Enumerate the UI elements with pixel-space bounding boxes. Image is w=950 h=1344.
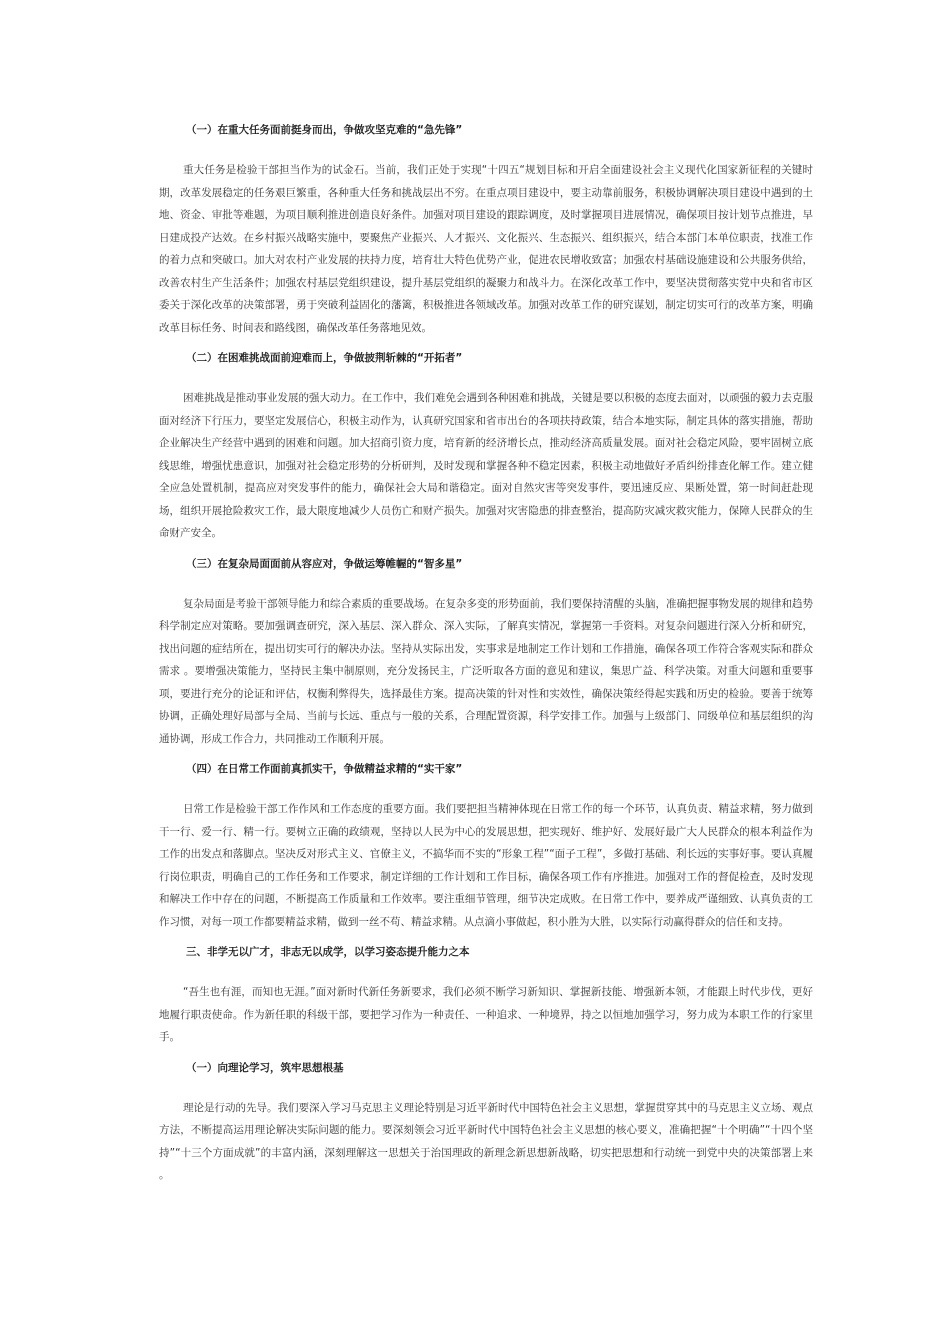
section-paragraph: 重大任务是检验干部担当作为的试金石。当前，我们正处于实现“十四五“规划目标和开启全面建设社会主义现代化国家新征程的关键时期，改革发展稳定的任务艰巨繁重，各种重大任务和挑战层出不穷。在重点项目建设中，要主动靠前服务，积极协调解决项目建设中遇到的土地、资金、审批等难题，为项目顺利推进创造良好条件。加强对项目建设的跟踪调度，及时掌握项目进展情况，确保项目按计划节点推进，早日建成投产达效。在乡村振兴战略实施中，要聚焦产业振兴、人才振兴、文化振兴、生态振兴、组织振兴，结合本部门本单位职责，找准工作的着力点和突破口。加大对农村产业发展的扶持力度，培育壮大特色优势产业，促进农民增收致富；加强农村基础设施建设和公共服务供给，改善农村生产生活条件；加强农村基层党组织建设，提升基层党组织的凝聚力和战斗力。在深化改革工作中，要坚决贯彻落实党中央和省市区委关于深化改革的决策部署，勇于突破利益固化的藩篱，积极推进各领域改革。加强对改革工作的研究谋划，制定切实可行的改革方案，明确改革目标任务、时间表和路线图，确保改革任务落地见效。 bbox=[159, 164, 813, 334]
section-paragraph: 理论是行动的先导。我们要深入学习马克思主义理论特别是习近平新时代中国特色社会主义思想，掌握贯穿其中的马克思主义立场、观点方法，不断提高运用理论解决实际问题的能力。要深刻领会习近平新时代中国特色社会主义思想的核心要义，准确把握“十个明确”“十四个坚持”“十三个方面成就”的丰富内涵，深刻理解这一思想关于治国理政的新理念新思想新战略，切实把思想和行动统一到党中央的决策部署上来 。 bbox=[159, 1101, 813, 1181]
section-heading: （四）在日常工作面前真抓实干，争做精益求精的“实干家” bbox=[186, 763, 463, 775]
section-heading: （一）向理论学习，筑牢思想根基 bbox=[186, 1061, 344, 1074]
chapter-heading: 三、非学无以广才，非志无以成学，以学习姿态提升能力之本 bbox=[186, 946, 470, 958]
section-paragraph: 困难挑战是推动事业发展的强大动力。在工作中，我们难免会遇到各种困难和挑战，关键是要以积极的态度去面对，以顽强的毅力去克服面对经济下行压力，要坚定发展信心，积极主动作为，认真研究国家和省市出台的各项扶持政策，结合本地实际，制定具体的落实措施，帮助企业解决生产经营中遇到的困难和问题。加大招商引资力度，培育新的经济增长点，推动经济高质量发展。面对社会稳定风险，要牢固树立底线思维，增强忧患意识，加强对社会稳定形势的分析研判，及时发现和掌握各种不稳定因素，积极主动地做好矛盾纠纷排查化解工作。建立健全应急处置机制，提高应对突发事件的能力，确保社会大局和谐稳定。面对自然灾害等突发事件，要迅速反应、果断处置，第一时间赶赴现场，组织开展抢险救灾工作，最大限度地减少人员伤亡和财产损失。加强对灾害隐患的排查整治，提高防灾减灾救灾能力，保障人民群众的生命财产安全。 bbox=[159, 392, 813, 539]
section-heading: （三）在复杂局面面前从容应对，争做运筹帷幄的“智多星” bbox=[186, 557, 463, 570]
section-heading: （二）在困难挑战面前迎难而上，争做披荆斩棘的“开拓者” bbox=[186, 352, 463, 364]
section-heading: （一）在重大任务面前挺身而出，争做攻坚克难的“急先锋” bbox=[186, 124, 463, 136]
section-paragraph: 复杂局面是考验干部领导能力和综合素质的重要战场。在复杂多变的形势面前，我们要保持清醒的头脑，准确把握事物发展的规律和趋势科学制定应对策略。要加强调查研究，深入基层、深入群众、深入实际，了解真实情况，掌握第一手资料。对复杂问题进行深入分析和研究，找出问题的症结所在，提出切实可行的解决办法。坚持从实际出发，实事求是地制定工作计划和工作措施，确保各项工作符合客观实际和群众需求 。要增强决策能力，坚持民主集中制原则，充分发扬民主，广泛听取各方面的意见和建议，集思广益、科学决策。对重大问题和重要事项，要进行充分的论证和评估，权衡利弊得失，选择最佳方案。提高决策的针对性和实效性，确保决策经得起实践和历史的检验。要善于统筹协调，正确处理好局部与全局、当前与长远、重点与一般的关系，合理配置资源，科学安排工作。加强与上级部门、同级单位和基层组织的沟通协调，形成工作合力，共同推动工作顺利开展。 bbox=[159, 597, 813, 745]
document-body bbox=[159, 123, 813, 1187]
section-paragraph: 日常工作是检验干部工作作风和工作态度的重要方面。我们要把担当精神体现在日常工作的每一个环节，认真负责、精益求精，努力做到干一行、爱一行、精一行。要树立正确的政绩观，坚持以人民为中心的发展思想，把实现好、维护好、发展好最广大人民群众的根本利益作为工作的出发点和落脚点。坚决反对形式主义、官僚主义，不搞华而不实的“形象工程”“面子工程”，多做打基础、利长远的实事好事。要认真履行岗位职责，明确自己的工作任务和工作要求，制定详细的工作计划和工作目标，确保各项工作有序推进。加强对工作的督促检查，及时发现和解决工作中存在的问题，不断提高工作质量和工作效率。要注重细节管理，细节决定成败。在日常工作中，要养成严谨细致、认真负责的工作习惯，对每一项工作都要精益求精，做到一丝不苟、精益求精。从点滴小事做起，积小胜为大胜，以实际行动赢得群众的信任和支持。 bbox=[159, 803, 813, 928]
section-paragraph: “吾生也有涯，而知也无涯。”面对新时代新任务新要求，我们必须不断学习新知识、掌握新技能、增强新本领，才能跟上时代步伐，更好地履行职责使命。作为新任职的科级干部，要把学习作为一种责任、一种追求、一种境界，持之以恒地加强学习，努力成为本职工作的行家里手。 bbox=[159, 986, 813, 1043]
